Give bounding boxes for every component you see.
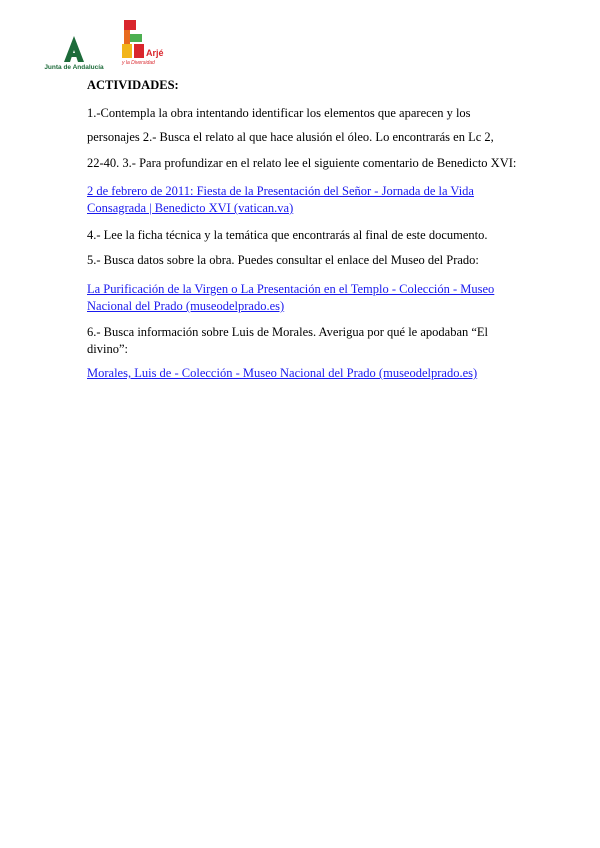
prado-artwork-link[interactable] bbox=[87, 281, 494, 315]
vatican-link-line-1[interactable]: 2 de febrero de 2011: Fiesta de la Presentación del Señor - Jornada de la Vida bbox=[87, 184, 474, 198]
activity-item-5: 5.- Busca datos sobre la obra. Puedes consultar el enlace del Museo del Prado: bbox=[87, 253, 479, 267]
junta-logo-text: Junta de Andalucía bbox=[44, 64, 104, 71]
prado-artwork-link-line-1[interactable]: La Purificación de la Virgen o La Presentación en el Templo - Colección - Museo bbox=[87, 282, 495, 296]
activity-item-6-line-1: 6.- Busca información sobre Luis de Morales. Averigua por qué le apodaban “El bbox=[87, 325, 489, 339]
junta-andalucia-logo bbox=[38, 32, 110, 76]
activity-item-6-line-2: divino”: bbox=[87, 342, 128, 356]
arje-logo bbox=[120, 20, 180, 72]
arje-logo-name: Arjé bbox=[146, 48, 164, 58]
activity-item-6 bbox=[87, 324, 488, 358]
vatican-link[interactable] bbox=[87, 183, 474, 217]
arje-logo-tagline: y la Diversidad bbox=[122, 60, 155, 66]
prado-artwork-link-line-2[interactable]: Nacional del Prado (museodelprado.es) bbox=[87, 299, 285, 313]
activities-heading: ACTIVIDADES: bbox=[87, 78, 179, 92]
junta-emblem-icon bbox=[38, 32, 110, 64]
activity-item-4: 4.- Lee la ficha técnica y la temática que encontrarás al final de este documento. bbox=[87, 228, 488, 242]
vatican-link-line-2[interactable]: Consagrada | Benedicto XVI (vatican.va) bbox=[87, 201, 294, 215]
activity-line-3: 22-40. 3.- Para profundizar en el relato lee el siguiente comentario de Benedicto XVI: bbox=[87, 156, 517, 170]
prado-morales-link-text[interactable]: Morales, Luis de - Colección - Museo Nacional del Prado (museodelprado.es) bbox=[87, 366, 478, 380]
prado-morales-link[interactable] bbox=[87, 365, 477, 382]
activity-line-2: personajes 2.- Busca el relato al que hace alusión el óleo. Lo encontrarás en Lc 2, bbox=[87, 130, 494, 144]
activity-line-1: 1.-Contempla la obra intentando identificar los elementos que aparecen y los bbox=[87, 106, 471, 120]
